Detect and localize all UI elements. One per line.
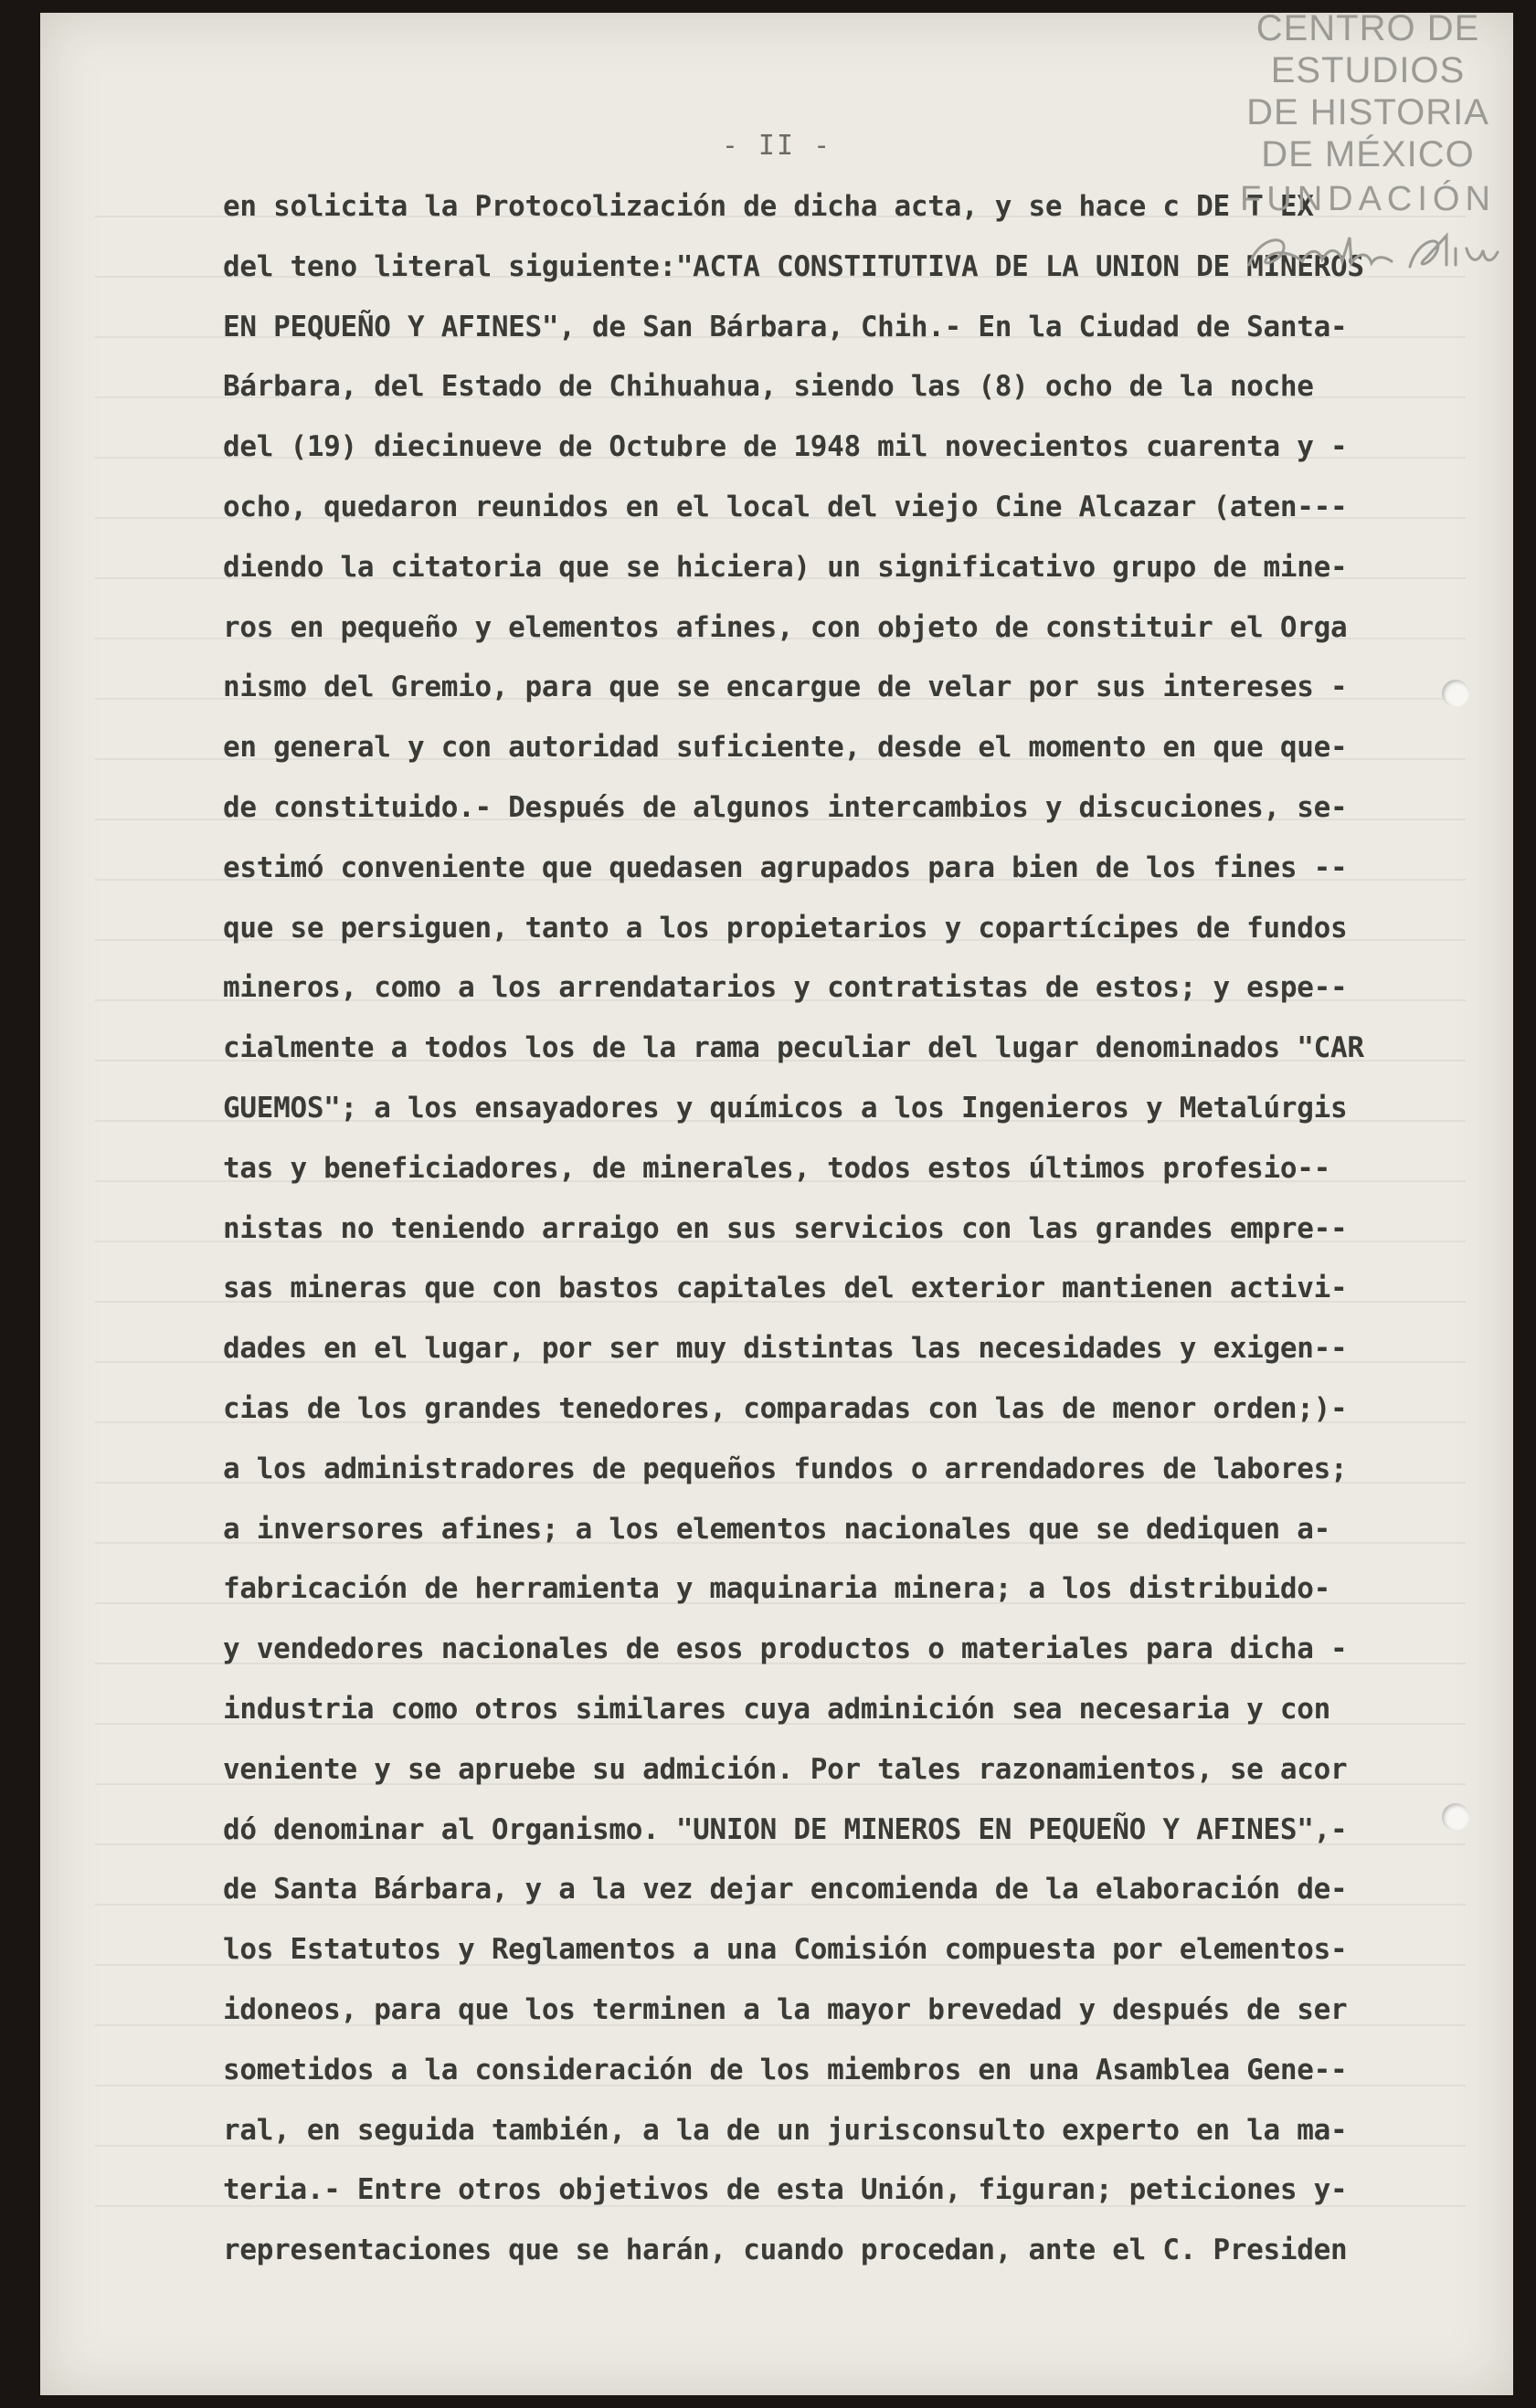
text-line: ral, en seguida también, a la de un jurisconsulto experto en la ma- (223, 2113, 1348, 2147)
text-line: que se persiguen, tanto a los propietarios y copartícipes de fundos (223, 911, 1348, 945)
text-line: ocho, quedaron reunidos en el local del viejo Cine Alcazar (aten--- (223, 490, 1348, 523)
text-line: industria como otros similares cuya adminición sea necesaria y con (223, 1692, 1330, 1726)
text-line: mineros, como a los arrendatarios y contratistas de estos; y espe-- (223, 971, 1348, 1005)
watermark-foundation: FUNDACIÓN (1240, 180, 1496, 218)
text-line: de Santa Bárbara, y a la vez dejar encomienda de la elaboración de- (223, 1873, 1348, 1906)
text-line: teria.- Entre otros objetivos de esta Unión, figuran; peticiones y- (223, 2173, 1348, 2207)
text-line: del teno literal siguiente:"ACTA CONSTITUTIVA DE LA UNION DE MINEROS (223, 249, 1364, 283)
text-line: a inversores afines; a los elementos nacionales que se dediquen a- (223, 1512, 1330, 1546)
text-line: nismo del Gremio, para que se encargue de velar por sus intereses - (223, 671, 1348, 704)
watermark-line: DE HISTORIA (1246, 92, 1489, 132)
text-line: y vendedores nacionales de esos productos o materiales para dicha - (223, 1632, 1348, 1666)
text-line: sas mineras que con bastos capitales del exterior mantienen activi- (223, 1272, 1348, 1305)
text-line: veniente y se apruebe su admición. Por tales razonamientos, se acor (223, 1752, 1348, 1786)
text-line: sometidos a la consideración de los miembros en una Asamblea Gene-- (223, 2053, 1348, 2086)
text-line: EN PEQUEÑO Y AFINES", de San Bárbara, Chih.- En la Ciudad de Santa- (223, 310, 1348, 343)
text-line: en general y con autoridad suficiente, desde el momento en que que- (223, 731, 1348, 765)
typed-text-body (223, 177, 1466, 2281)
text-line: idoneos, para que los terminen a la mayor brevedad y después de ser (223, 1992, 1348, 2026)
text-line: tas y beneficiadores, de minerales, todos estos últimos profesio-- (223, 1151, 1330, 1185)
page-number: - II - (721, 130, 832, 162)
document-page (40, 13, 1513, 2395)
text-line: cialmente a todos los de la rama peculiar del lugar denominados "CAR (223, 1031, 1364, 1065)
text-line: Bárbara, del Estado de Chihuahua, siendo las (8) ocho de la noche (223, 370, 1314, 404)
text-line: estimó conveniente que quedasen agrupados para bien de los fines -- (223, 850, 1348, 884)
watermark-line: DE MÉXICO (1261, 134, 1475, 174)
text-line: a los administradores de pequeños fundos o arrendadores de labores; (223, 1452, 1348, 1485)
text-line: diendo la citatoria que se hiciera) un significativo grupo de mine- (223, 550, 1348, 584)
signature-icon (1231, 221, 1505, 285)
text-line: dó denominar al Organismo. "UNION DE MINEROS EN PEQUEÑO Y AFINES",- (223, 1812, 1348, 1846)
archive-watermark (1213, 7, 1523, 285)
text-line: de constituido.- Después de algunos intercambios y discuciones, se- (223, 790, 1348, 824)
text-line: fabricación de herramienta y maquinaria minera; a los distribuido- (223, 1572, 1330, 1606)
text-line: GUEMOS"; a los ensayadores y químicos a los Ingenieros y Metalúrgis (223, 1091, 1348, 1125)
text-line: dades en el lugar, por ser muy distintas las necesidades y exigen-- (223, 1332, 1348, 1366)
text-line: en solicita la Protocolización de dicha acta, y se hace c DE T EX (223, 190, 1314, 223)
text-line: los Estatutos y Reglamentos a una Comisión compuesta por elementos- (223, 1933, 1348, 1967)
watermark-line: ESTUDIOS (1270, 50, 1466, 90)
text-line: nistas no teniendo arraigo en sus servicios con las grandes empre-- (223, 1211, 1348, 1245)
watermark-line: CENTRO DE (1255, 8, 1480, 48)
text-line: representaciones que se harán, cuando procedan, ante el C. Presiden (223, 2234, 1348, 2267)
text-line: ros en pequeño y elementos afines, con objeto de constituir el Orga (223, 610, 1348, 644)
text-line: del (19) diecinueve de Octubre de 1948 mil novecientos cuarenta y - (223, 430, 1348, 464)
text-line: cias de los grandes tenedores, comparadas con las de menor orden;)- (223, 1391, 1348, 1425)
